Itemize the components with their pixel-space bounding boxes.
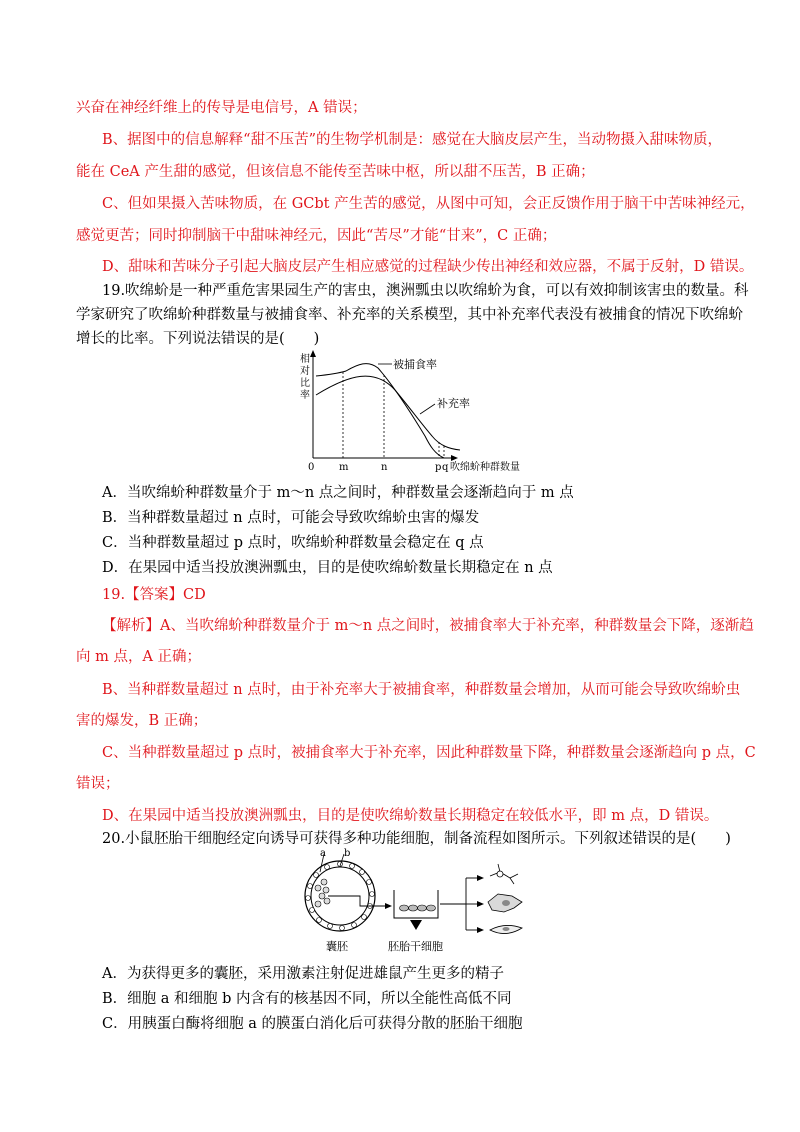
- culture-dish: [394, 890, 438, 918]
- y-axis-label: 率: [300, 390, 310, 401]
- option-b: B．当种群数量超过 n 点时，可能会导致吹绵蚧虫害的爆发: [102, 510, 480, 526]
- replenishment-rate-curve: [316, 376, 460, 450]
- explanation-line: D、甜味和苦味分子引起大脑皮层产生相应感觉的过程缺少传出神经和效应器，不属于反射，D 错误。: [102, 259, 754, 275]
- question-19-stem: 增长的比率。下列说法错误的是( ): [76, 331, 320, 347]
- predation-rate-label: 被捕食率: [393, 358, 437, 371]
- explanation-line: B、据图中的信息解释“甜不压苦”的生物学机制是：感觉在大脑皮层产生，当动物摄入甜味物质，: [102, 132, 722, 148]
- explanation-line: C、但如果摄入苦味物质，在 GCbt 产生苦的感觉，从图中可知，会正反馈作用于脑干中苦味神经元，: [102, 196, 755, 212]
- option-a: A．为获得更多的囊胚，采用激素注射促进雄鼠产生更多的精子: [102, 966, 504, 982]
- label-a: a: [320, 848, 326, 859]
- embryonic-stem-cell-diagram: [300, 848, 540, 954]
- replenishment-rate-label: 补充率: [437, 397, 470, 410]
- origin-label: 0: [308, 462, 315, 473]
- caption-stem-cells: 胚胎干细胞: [388, 940, 443, 953]
- analysis-line: 害的爆发，B 正确；: [76, 713, 208, 729]
- tick-label-p: p: [435, 462, 442, 473]
- question-20-stem: 20.小鼠胚胎干细胞经定向诱导可获得多种功能细胞，制备流程如图所示。下列叙述错误的是( ): [102, 831, 731, 847]
- tick-label-m: m: [339, 462, 349, 473]
- explanation-line: 兴奋在神经纤维上的传导是电信号，A 错误；: [76, 100, 367, 116]
- question-19-stem: 学家研究了吹绵蚧种群数量与被捕食率、补充率的关系模型，其中补充率代表没有被捕食的情况下吹绵蚧: [76, 307, 743, 323]
- tick-label-n: n: [381, 462, 388, 473]
- x-axis-label: 吹绵蚧种群数量: [450, 462, 520, 473]
- analysis-line: C、当种群数量超过 p 点时，被捕食率大于补充率，因此种群数量下降，种群数量会逐渐趋向 p 点，C: [102, 745, 756, 761]
- analysis-line: 向 m 点，A 正确；: [76, 649, 202, 665]
- analysis-line: D、在果园中适当投放澳洲瓢虫，目的是使吹绵蚧数量长期稳定在较低水平，即 m 点，D 错误。: [102, 808, 719, 824]
- tick-label-q: q: [442, 462, 449, 473]
- caption-blastocyst: 囊胚: [326, 940, 348, 953]
- option-a: A．当吹绵蚧种群数量介于 m～n 点之间时，种群数量会逐渐趋向于 m 点: [102, 485, 574, 501]
- analysis-line: 错误；: [76, 776, 120, 792]
- y-axis-label: 对: [300, 366, 310, 377]
- y-axis-label: 相: [300, 354, 310, 365]
- explanation-line: 感觉更苦；同时抑制脑干中甜味神经元，因此“苦尽”才能“甘来”，C 正确；: [76, 228, 557, 244]
- option-c: C．用胰蛋白酶将细胞 a 的膜蛋白消化后可获得分散的胚胎干细胞: [102, 1016, 523, 1032]
- analysis-line: 【解析】A、当吹绵蚧种群数量介于 m～n 点之间时，被捕食率大于补充率，种群数量会下降，逐渐趋: [102, 618, 754, 634]
- predation-replenishment-diagram: [280, 350, 540, 478]
- analysis-line: B、当种群数量超过 n 点时，由于补充率大于被捕食率，种群数量会增加，从而可能会导致吹绵蚧虫: [102, 682, 741, 698]
- label-b: b: [344, 848, 351, 859]
- option-c: C．当种群数量超过 p 点时，吹绵蚧种群数量会稳定在 q 点: [102, 535, 484, 551]
- option-d: D．在果园中适当投放澳洲瓢虫，目的是使吹绵蚧数量长期稳定在 n 点: [102, 560, 553, 576]
- explanation-line: 能在 CeA 产生甜的感觉，但该信息不能传至苦味中枢，所以甜不压苦，B 正确；: [76, 164, 595, 180]
- question-19-stem: 19.吹绵蚧是一种严重危害果园生产的害虫，澳洲瓢虫以吹绵蚧为食，可以有效抑制该害虫的数量。科: [102, 283, 749, 299]
- option-b: B．细胞 a 和细胞 b 内含有的核基因不同，所以全能性高低不同: [102, 991, 512, 1007]
- nerve-cell: [490, 864, 518, 884]
- y-axis-label: 比: [300, 378, 310, 389]
- answer-19: 19.【答案】CD: [102, 587, 206, 603]
